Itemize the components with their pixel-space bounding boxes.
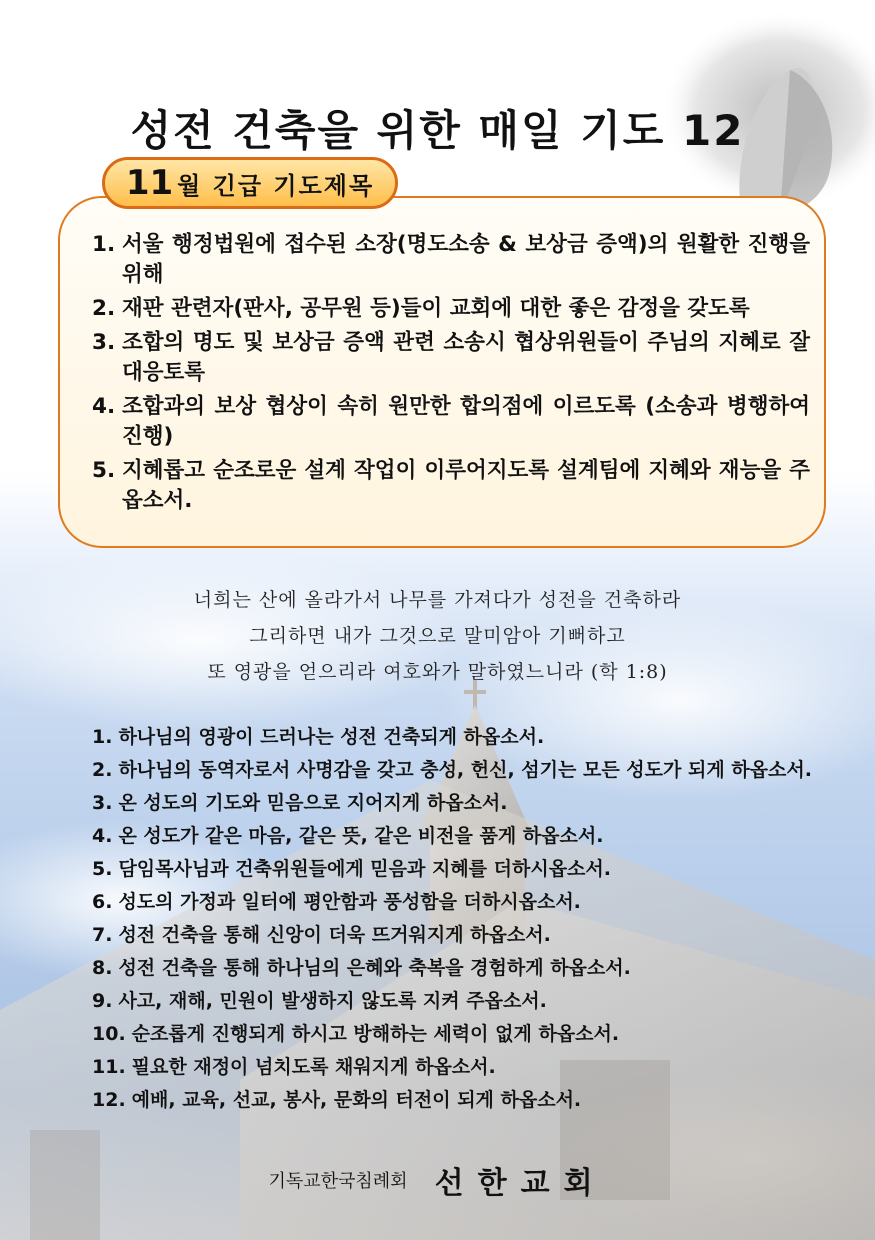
list-item: 9. 사고, 재해, 민원이 발생하지 않도록 지켜 주옵소서.: [92, 990, 547, 1012]
list-item: 2. 하나님의 동역자로서 사명감을 갖고 충성, 헌신, 섬기는 모든 성도가 되게 하옵소서.: [92, 759, 812, 781]
list-item: 4. 온 성도가 같은 마음, 같은 뜻, 같은 비전을 품게 하옵소서.: [92, 825, 604, 847]
urgent-heading: 월 긴급 기도제목: [177, 171, 375, 200]
verse-line-3: 또 영광을 얻으리라 여호와가 말하였느니라 (학 1:8): [207, 661, 668, 683]
list-item: 5. 담임목사님과 건축위원들에게 믿음과 지혜를 더하시옵소서.: [92, 858, 611, 880]
scripture-verse: [0, 582, 875, 690]
list-item: 8. 성전 건축을 통해 하나님의 은혜와 축복을 경험하게 하옵소서.: [92, 957, 631, 979]
daily-prayer-list: [92, 722, 814, 1118]
urgent-prayer-list: [92, 230, 810, 520]
page-title: 성전 건축을 위한 매일 기도 12: [130, 106, 745, 156]
denomination-name: 기독교한국침례회: [268, 1171, 408, 1192]
list-item: 3. 조합의 명도 및 보상금 증액 관련 소송시 협상위원들이 주님의 지혜로 잘 대응토록: [92, 330, 810, 385]
list-item: 1. 서울 행정법원에 접수된 소장(명도소송 & 보상금 증액)의 원활한 진행을 위해: [92, 232, 810, 287]
verse-line-2: 그리하면 내가 그것으로 말미암아 기뻐하고: [249, 625, 626, 647]
list-item: 11. 필요한 재정이 넘치도록 채워지게 하옵소서.: [92, 1056, 496, 1078]
list-item: 1. 하나님의 영광이 드러나는 성전 건축되게 하옵소서.: [92, 726, 545, 748]
list-item: 6. 성도의 가정과 일터에 평안함과 풍성함을 더하시옵소서.: [92, 891, 581, 913]
list-item: 4. 조합과의 보상 협상이 속히 원만한 합의점에 이르도록 (소송과 병행하여 진행): [92, 394, 810, 449]
verse-line-1: 너희는 산에 올라가서 나무를 가져다가 성전을 건축하라: [193, 589, 682, 611]
urgent-month: 11: [125, 163, 174, 203]
list-item: 7. 성전 건축을 통해 신앙이 더욱 뜨거워지게 하옵소서.: [92, 924, 551, 946]
list-item: 10. 순조롭게 진행되게 하시고 방해하는 세력이 없게 하옵소서.: [92, 1023, 620, 1045]
list-item: 5. 지혜롭고 순조로운 설계 작업이 이루어지도록 설계팀에 지혜와 재능을 주옵소서.: [92, 458, 810, 513]
church-signature: [0, 1158, 875, 1202]
list-item: 12. 예배, 교육, 선교, 봉사, 문화의 터전이 되게 하옵소서.: [92, 1089, 582, 1111]
urgent-prayer-tab: [102, 157, 398, 209]
list-item: 3. 온 성도의 기도와 믿음으로 지어지게 하옵소서.: [92, 792, 508, 814]
church-name: 선한교회: [434, 1166, 607, 1201]
list-item: 2. 재판 관련자(판사, 공무원 등)들이 교회에 대한 좋은 감정을 갖도록: [92, 296, 750, 321]
